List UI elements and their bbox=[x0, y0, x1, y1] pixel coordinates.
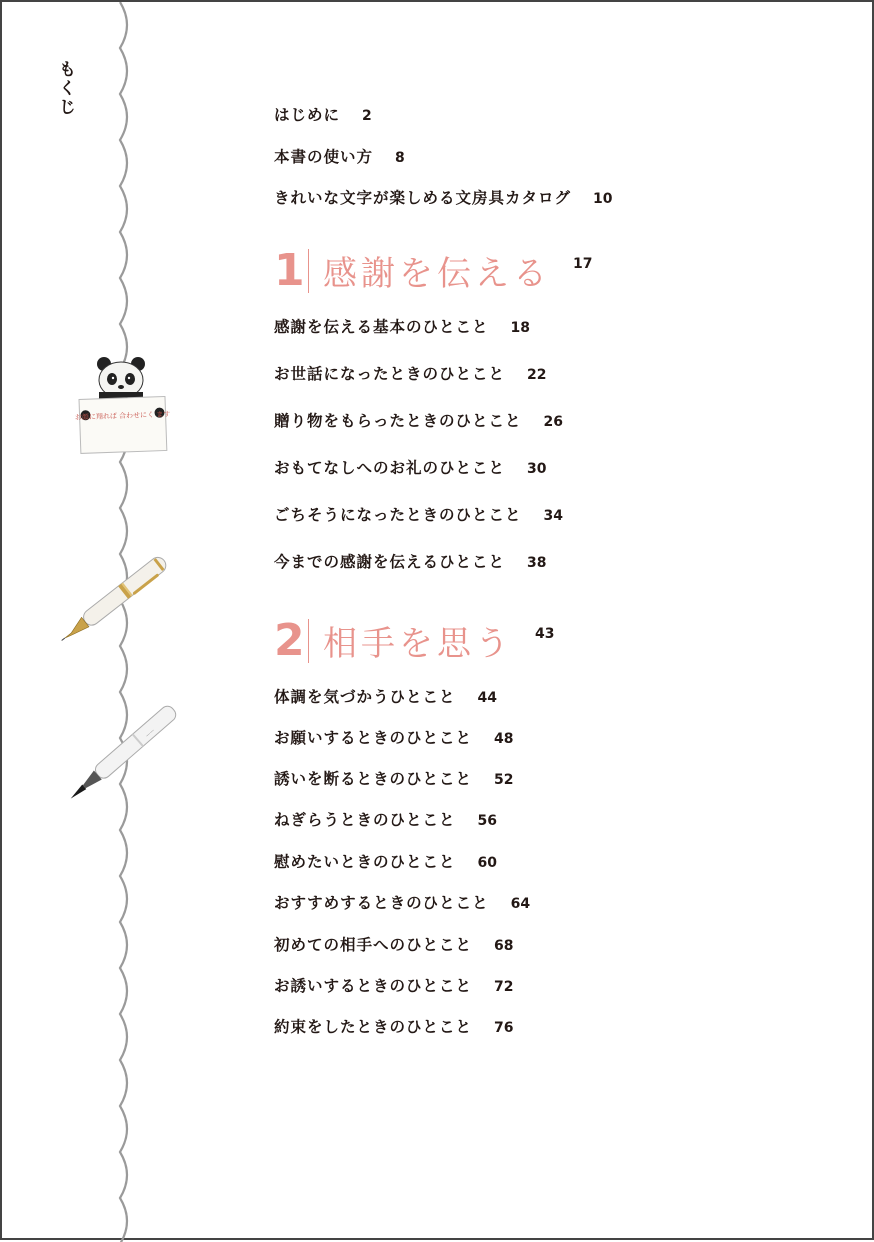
entry-page: 64 bbox=[510, 896, 531, 912]
entry-title: 慰めたいときのひとこと bbox=[274, 853, 456, 871]
toc-entry[interactable] bbox=[274, 726, 514, 748]
toc-entry[interactable] bbox=[274, 850, 497, 872]
entry-page: 26 bbox=[543, 414, 563, 430]
toc-entry[interactable] bbox=[274, 315, 530, 337]
entry-title: おもてなしへのお礼のひとこと bbox=[274, 459, 506, 477]
entry-title: お願いするときのひとこと bbox=[274, 729, 473, 747]
chapter-title: 相手を思う bbox=[323, 624, 513, 664]
toc-entry[interactable] bbox=[274, 409, 563, 431]
toc-entry[interactable] bbox=[274, 974, 514, 996]
chapter-page: 43 bbox=[535, 625, 555, 642]
entry-page: 8 bbox=[395, 150, 405, 166]
entry-page: 60 bbox=[477, 855, 497, 871]
entry-page: 22 bbox=[527, 367, 547, 383]
toc-entry-howto[interactable] bbox=[274, 145, 405, 167]
toc-entry[interactable] bbox=[274, 503, 563, 525]
toc-entry-intro[interactable] bbox=[274, 103, 372, 125]
chapter-number: 2 bbox=[274, 615, 305, 666]
page-heading: もくじ bbox=[55, 60, 75, 117]
chapter-title: 感謝を伝える bbox=[323, 254, 551, 294]
svg-text:——: —— bbox=[144, 727, 157, 739]
entry-title: お誘いするときのひとこと bbox=[274, 977, 473, 995]
entry-page: 18 bbox=[510, 320, 530, 336]
entry-title: ごちそうになったときのひとこと bbox=[274, 506, 522, 524]
entry-page: 76 bbox=[494, 1020, 514, 1036]
entry-title: 誘いを断るときのひとこと bbox=[274, 770, 473, 788]
entry-title: 体調を気づかうひとこと bbox=[274, 688, 456, 706]
panda-card-illustration bbox=[72, 352, 172, 462]
toc-entry[interactable] bbox=[274, 933, 514, 955]
entry-page: 38 bbox=[527, 555, 547, 571]
chapter-page: 17 bbox=[573, 255, 593, 272]
entry-title: 初めての相手へのひとこと bbox=[274, 936, 473, 954]
card bbox=[79, 396, 167, 453]
entry-page: 2 bbox=[362, 108, 372, 124]
toc-entry[interactable] bbox=[274, 767, 514, 789]
chapter-divider bbox=[308, 249, 309, 293]
fountain-pen-illustration bbox=[47, 532, 192, 662]
panda-icon bbox=[97, 357, 145, 402]
toc-entry[interactable] bbox=[274, 891, 530, 913]
entry-page: 44 bbox=[477, 690, 497, 706]
entry-title: 約束をしたときのひとこと bbox=[274, 1018, 473, 1036]
entry-title: 感謝を伝える基本のひとこと bbox=[274, 318, 489, 336]
toc-entry-catalog[interactable] bbox=[274, 186, 613, 208]
entry-title: 本書の使い方 bbox=[274, 148, 374, 166]
toc-entry[interactable] bbox=[274, 362, 547, 384]
entry-page: 34 bbox=[543, 508, 563, 524]
chapter-number: 1 bbox=[274, 245, 305, 296]
entry-page: 30 bbox=[527, 461, 547, 477]
toc-entry[interactable] bbox=[274, 1015, 514, 1037]
entry-page: 52 bbox=[494, 772, 514, 788]
entry-page: 48 bbox=[494, 731, 514, 747]
toc-entry[interactable] bbox=[274, 550, 547, 572]
entry-page: 68 bbox=[494, 938, 514, 954]
entry-page: 56 bbox=[477, 813, 497, 829]
entry-title: 贈り物をもらったときのひとこと bbox=[274, 412, 522, 430]
toc-entry[interactable] bbox=[274, 685, 497, 707]
entry-page: 72 bbox=[494, 979, 514, 995]
brush-pen-illustration bbox=[52, 692, 192, 817]
card-handwriting: お顔に翔れば 合わせにく ます bbox=[74, 410, 171, 422]
toc-entry[interactable] bbox=[274, 808, 497, 830]
entry-title: おすすめするときのひとこと bbox=[274, 894, 489, 912]
entry-title: はじめに bbox=[274, 106, 341, 124]
toc-entry[interactable] bbox=[274, 456, 547, 478]
chapter-1-heading[interactable] bbox=[274, 245, 592, 296]
chapter-divider bbox=[308, 619, 309, 663]
entry-title: お世話になったときのひとこと bbox=[274, 365, 506, 383]
chapter-2-heading[interactable] bbox=[274, 615, 554, 666]
entry-title: ねぎらうときのひとこと bbox=[274, 811, 456, 829]
entry-title: 今までの感謝を伝えるひとこと bbox=[274, 553, 506, 571]
entry-title: きれいな文字が楽しめる文房具カタログ bbox=[274, 189, 572, 207]
entry-page: 10 bbox=[593, 191, 613, 207]
